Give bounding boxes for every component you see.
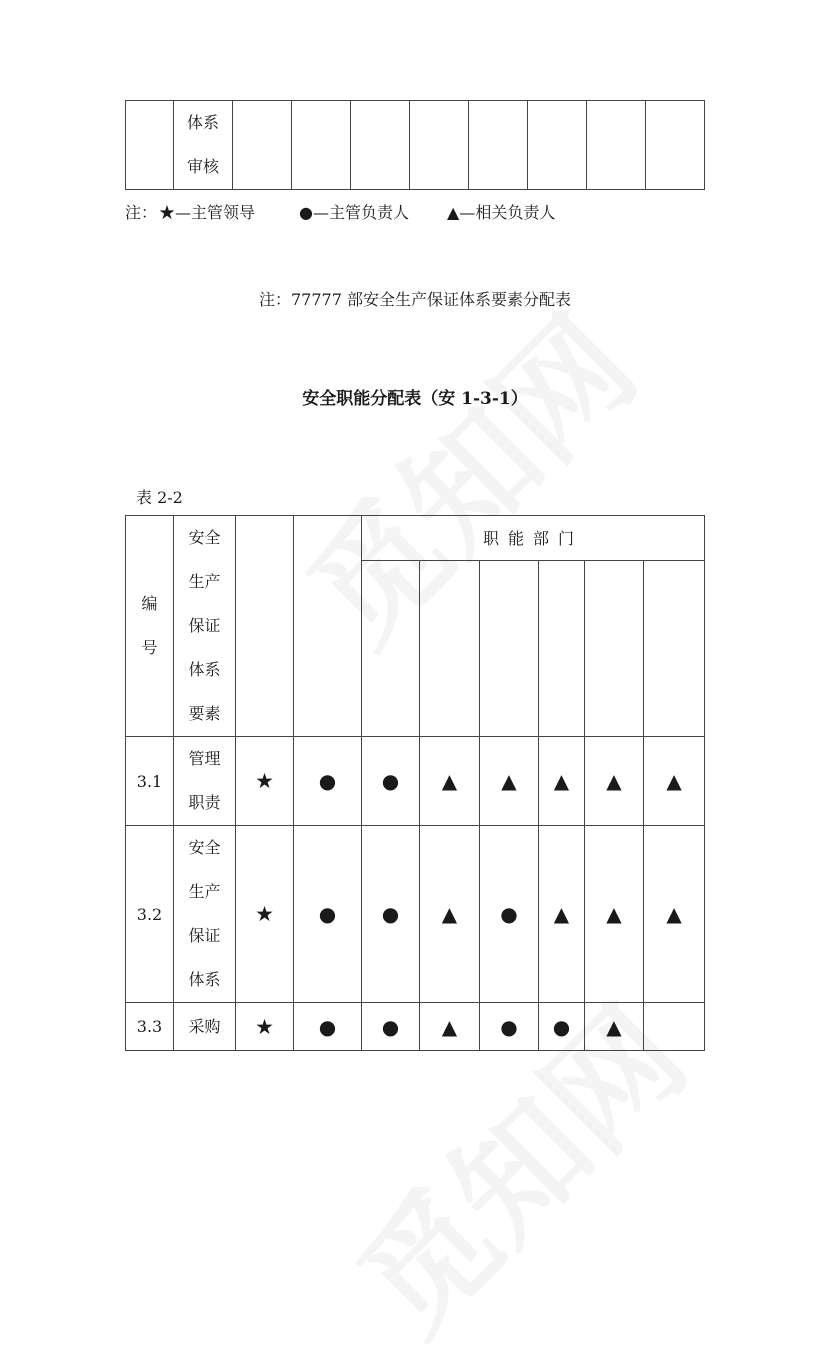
circle-icon: ● <box>299 203 313 222</box>
row-number: 3.1 <box>126 737 174 826</box>
mark-cell: ★ <box>236 737 294 826</box>
department-group-header <box>362 516 705 561</box>
triangle-icon: ▲ <box>447 203 460 222</box>
element-line: 采购 <box>188 1016 221 1036</box>
row-number: 3.2 <box>126 826 174 1003</box>
page-title: 安全职能分配表（安 1-3-1） <box>302 389 528 409</box>
mark-cell: ▲ <box>420 1003 480 1051</box>
mark-cell: ★ <box>236 826 294 1003</box>
mark-cell: ▲ <box>644 737 705 826</box>
mark-cell: ● <box>480 1003 539 1051</box>
mark-cell: ● <box>362 737 420 826</box>
cell <box>292 101 351 190</box>
row-number: 3.3 <box>126 1003 174 1051</box>
header-row <box>126 516 705 561</box>
header-line: 生产 <box>188 572 221 591</box>
mark-cell: ▲ <box>644 826 705 1003</box>
header-line: 保证 <box>188 616 221 635</box>
mark-cell: ● <box>294 1003 362 1051</box>
mark-cell: ● <box>294 826 362 1003</box>
header-text: 编 <box>141 594 158 613</box>
cell <box>469 101 528 190</box>
header-text: 号 <box>141 638 158 657</box>
legend-item-star <box>159 200 255 223</box>
table-row <box>126 1003 705 1051</box>
legend-text: —主管领导 <box>175 203 256 222</box>
element-line: 体系 <box>188 970 221 989</box>
mark-cell: ▲ <box>480 737 539 826</box>
row-element <box>174 737 236 826</box>
number-header <box>126 516 174 737</box>
mark-cell: ▲ <box>539 826 585 1003</box>
legend-item-triangle <box>447 200 555 223</box>
element-line: 保证 <box>188 926 221 945</box>
mark-cell: ● <box>294 737 362 826</box>
cell <box>236 516 294 737</box>
cell <box>410 101 469 190</box>
table-row <box>126 101 705 190</box>
header-line: 体系 <box>188 660 221 679</box>
cell <box>539 560 585 736</box>
cell <box>351 101 410 190</box>
mark-cell: ● <box>480 826 539 1003</box>
mark-cell: ▲ <box>585 737 644 826</box>
cell <box>587 101 646 190</box>
main-table <box>125 515 705 1051</box>
mark-cell: ▲ <box>539 737 585 826</box>
caption-note: 注：77777 部安全生产保证体系要素分配表 <box>259 290 571 309</box>
header-line: 要素 <box>188 704 221 723</box>
cell <box>294 516 362 737</box>
cell <box>480 560 539 736</box>
row-label-line: 审核 <box>186 157 219 176</box>
top-table <box>125 100 705 190</box>
row-label-cell <box>174 101 233 190</box>
cell <box>420 560 480 736</box>
table-row <box>126 737 705 826</box>
mark-cell: ★ <box>236 1003 294 1051</box>
cell <box>233 101 292 190</box>
element-line: 生产 <box>188 882 221 901</box>
mark-cell: ● <box>362 826 420 1003</box>
mark-cell <box>644 1003 705 1051</box>
table-label: 表 2-2 <box>136 488 183 507</box>
legend-text: —主管负责人 <box>312 203 409 222</box>
mark-cell: ▲ <box>585 826 644 1003</box>
cell <box>362 560 420 736</box>
row-element <box>174 826 236 1003</box>
cell <box>644 560 705 736</box>
element-line: 安全 <box>188 838 221 857</box>
cell <box>585 560 644 736</box>
mark-cell: ▲ <box>420 826 480 1003</box>
row-element <box>174 1003 236 1051</box>
element-header <box>174 516 236 737</box>
table-row <box>126 826 705 1003</box>
cell <box>528 101 587 190</box>
mark-cell: ● <box>539 1003 585 1051</box>
header-line: 安全 <box>188 528 221 547</box>
star-icon: ★ <box>159 203 176 222</box>
element-line: 职责 <box>188 793 221 812</box>
mark-cell: ▲ <box>420 737 480 826</box>
cell <box>126 101 174 190</box>
element-line: 管理 <box>188 749 221 768</box>
legend-text: —相关负责人 <box>459 203 556 222</box>
mark-cell: ● <box>362 1003 420 1051</box>
row-label-line: 体系 <box>186 113 219 132</box>
legend-prefix: 注： <box>125 203 158 222</box>
legend-item-circle <box>299 200 409 223</box>
department-group-label: 职能部门 <box>483 529 584 549</box>
mark-cell: ▲ <box>585 1003 644 1051</box>
cell <box>646 101 705 190</box>
